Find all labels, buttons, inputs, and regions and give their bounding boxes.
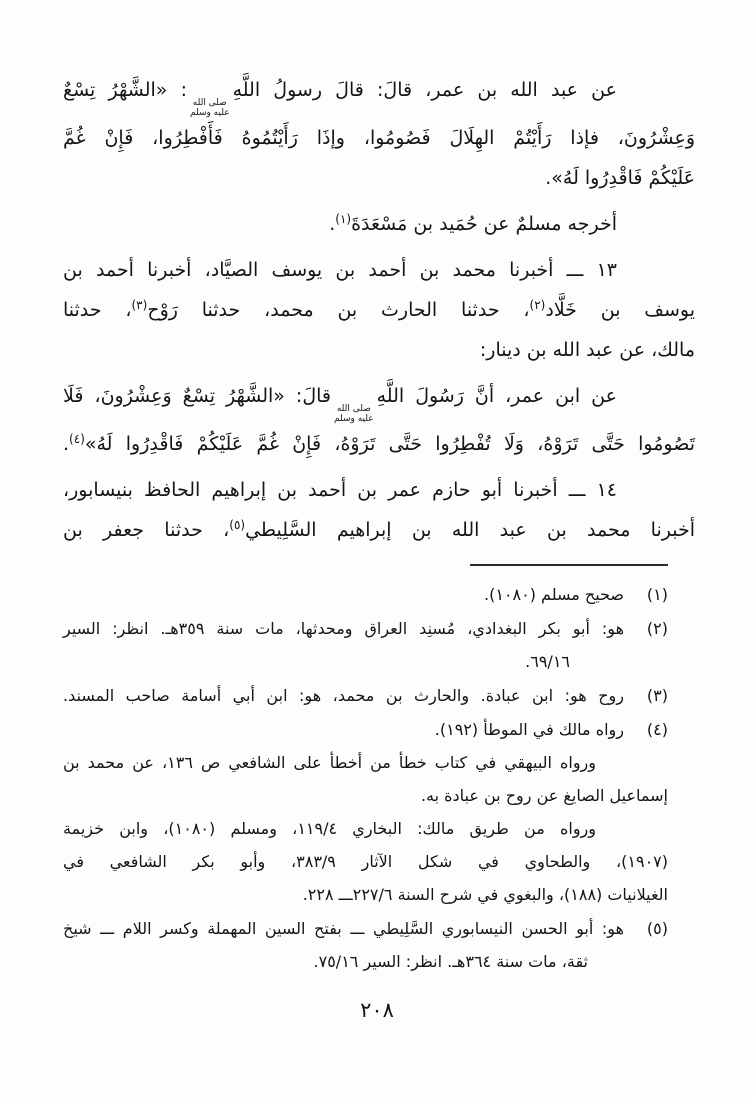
hadith-13-matn [63,376,695,464]
footnote-marker: (٥) [646,919,668,938]
footnote-line [63,878,668,911]
footnote-text: صحيح مسلم (١٠٨٠). [484,585,624,604]
isnad-text: ، حدثنا الحارث بن محمد، حدثنا رَوْح [147,299,530,321]
isnad-text: ، حدثنا جعفر بن [63,519,230,541]
footnote-line [63,578,668,611]
footnote-line [63,746,668,779]
honorific-bottom: عليه وسلم [334,414,374,424]
footnote-ref-1: (١) [335,212,352,226]
text-line [63,330,695,370]
isnad-text: يوسف بن خَلَّاد [545,299,695,321]
footnote-ref-5: (٥) [229,518,246,532]
text-line [63,376,695,424]
footnote-line [63,779,668,812]
page-number: ٢٠٨ [360,998,394,1022]
matn-text: عن ابن عمر، أنَّ رَسُولَ اللَّهِ [376,385,617,407]
matn-text: وَعِشْرُونَ، فإذا رَأَيْتُمْ الهِلَالَ فَصُومُوا، وإذَا رَأَيْتُمُوهُ فَأَفْطِرُوا، فَإِنْ غُمَّ [63,127,695,149]
honorific-top: صلى الله [192,98,227,108]
footnote-divider [470,564,668,566]
matn-text: تَصُومُوا حَتَّى تَرَوْهُ، وَلَا تُفْطِرُوا حَتَّى تَرَوْهُ، فَإِنْ غُمَّ عَلَيْكُمْ فَاقْدِرُوا لَهُ» [84,433,695,455]
text-line [63,118,695,158]
footnote-text: ورواه من طريق مالك: البخاري ١١٩/٤، ومسلم (١٠٨٠)، وابن خزيمة [63,819,597,838]
footnote-text: ٦٩/١٦. [525,652,570,671]
footnote-line [63,945,668,978]
footnote-3 [63,679,668,712]
isnad-text: ، حدثنا [63,299,132,321]
footnote-line [63,679,668,712]
honorific-top: صلى الله [336,404,371,414]
footnote-line [63,912,668,945]
footnote-line [63,645,668,678]
footnote-text: الغيلانيات (١٨٨)، والبغوي في شرح السنة ٢٢٧/٦ـــ ٢٢٨. [302,885,668,904]
footnote-4 [63,713,668,911]
footnote-text: (١٩٠٧)، والطحاوي في شكل الآثار ٣٨٣/٩، وأبو بكر الشافعي في [63,852,669,871]
footnote-5 [63,912,668,978]
footnote-text: ثقة، مات سنة ٣٦٤هـ. انظر: السير ٧٥/١٦. [313,952,588,971]
honorific-saw-icon [190,98,230,118]
matn-text: قالَ: «الشَّهْرُ تِسْعٌ وَعِشْرُونَ، فَلَا [63,385,332,407]
footnote-text: ورواه البيهقي في كتاب خطأ من أخطأ على الشافعي ص ١٣٦، عن محمد بن [63,753,597,772]
footnote-1 [63,578,668,611]
matn-text: عَلَيْكُمْ فَاقْدِرُوا لَهُ». [545,167,695,189]
hadith-12-matn [63,70,695,198]
text-line [63,470,695,510]
honorific-bottom: عليه وسلم [189,108,230,118]
footnote-marker: (٢) [646,619,668,638]
text-line [63,70,695,118]
main-text [63,70,695,550]
footnote-marker: (٣) [646,686,668,705]
text-line [63,204,695,244]
footnote-ref-4: (٤) [69,432,85,446]
text-line [63,290,695,330]
hadith-13-isnad [63,250,695,370]
isnad-text: ١٣ ـــ أخبرنا محمد بن أحمد بن يوسف الصيَّاد، أخبرنا أحمد بن [63,259,617,281]
footnote-ref-3: (٣) [131,298,148,312]
footnote-text: هو: أبو بكر البغدادي، مُسنِد العراق ومحدثها، مات سنة ٣٥٩هـ. انظر: السير [63,619,625,638]
footnote-text: هو: أبو الحسن النيسابوري السَّلِيطي ـــ بفتح السين المهملة وكسر اللام ـــ شيخ [63,919,624,938]
text-line [63,250,695,290]
text-line [63,424,695,464]
footnote-text: روح هو: ابن عبادة. والحارث بن محمد، هو: ابن أبي أسامة صاحب المسند. [63,686,624,705]
takhrij-text: أخرجه مسلمٌ عن حُمَيد بن مَسْعَدَةَ [351,213,617,235]
footnote-marker: (١) [646,585,668,604]
matn-text: : «الشَّهْرُ تِسْعٌ [63,79,187,101]
isnad-text: مالك، عن عبد الله بن دينار: [479,339,695,361]
footnote-2 [63,612,668,678]
takhrij-text: . [329,213,336,235]
honorific-saw-icon [334,404,374,424]
footnote-marker: (٤) [646,720,668,739]
text-line [63,510,695,550]
footnote-text: رواه مالك في الموطأ (١٩٢). [434,720,624,739]
footnote-line [63,713,668,746]
hadith-14-isnad [63,470,695,550]
matn-text: عن عبد الله بن عمر، قالَ: قالَ رسولُ اللَّهِ [232,79,617,101]
footnotes-section [63,578,668,978]
page-content [63,70,695,979]
footnote-line [63,612,668,645]
isnad-text: ١٤ ـــ أخبرنا أبو حازم عمر بن أحمد بن إبراهيم الحافظ بنيسابور، [63,479,617,501]
footnote-text: إسماعيل الصايغ عن روح بن عبادة به. [420,786,668,805]
matn-text: . [63,433,70,455]
hadith-12-takhrij [63,204,695,244]
footnote-line [63,845,668,878]
footnote-ref-2: (٢) [529,298,546,312]
footnote-line [63,812,668,845]
isnad-text: أخبرنا محمد بن عبد الله بن إبراهيم السَّلِيطي [245,519,695,541]
text-line [63,158,695,198]
